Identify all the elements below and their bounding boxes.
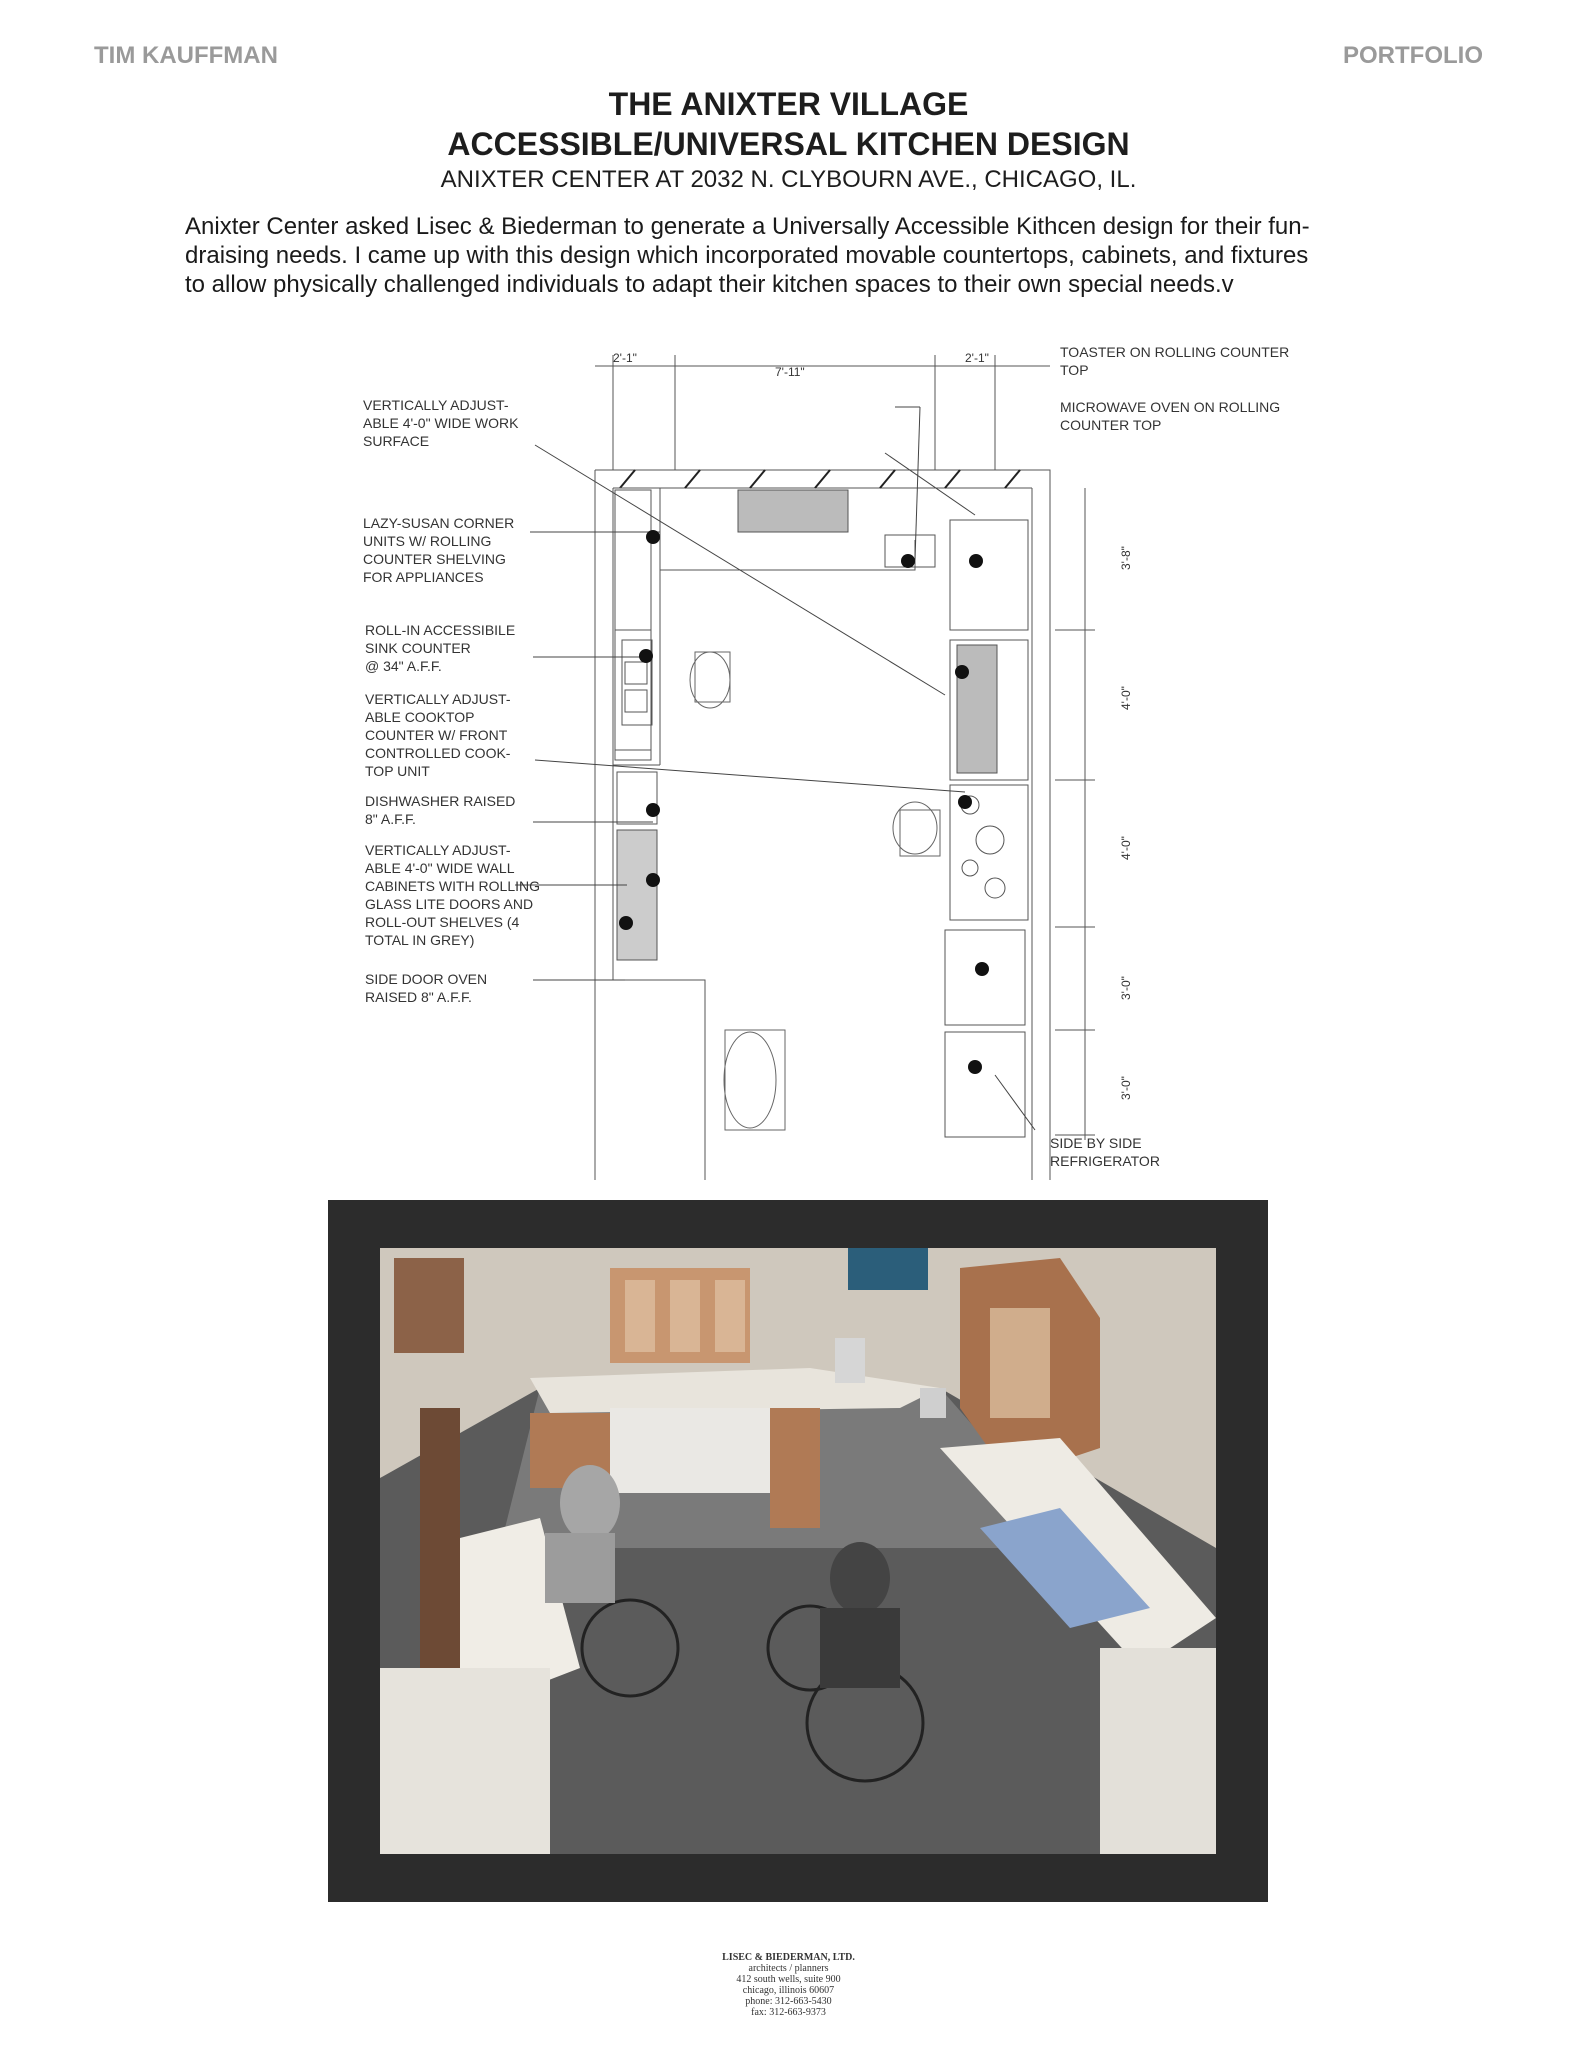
dim-right: 3'-0" (1119, 1076, 1133, 1100)
callout-microwave: MICROWAVE OVEN ON ROLLING COUNTER TOP (1060, 399, 1281, 433)
intro-line: draising needs. I came up with this design which incorporated movable countertops, cabinets, and fixtures (185, 242, 1309, 269)
page-subtitle: ACCESSIBLE/UNIVERSAL KITCHEN DESIGN (447, 126, 1130, 162)
page-title: THE ANIXTER VILLAGE (608, 86, 969, 122)
intro-line: Anixter Center asked Lisec & Biederman to generate a Universally Accessible Kithcen design for their fun- (185, 213, 1310, 240)
callout-sink-counter: ROLL-IN ACCESSIBILE SINK COUNTER @ 34" A.F.F. (365, 622, 516, 674)
firm-line: phone: 312-663-5430 (745, 1996, 832, 2007)
callout-lazy-susan: LAZY-SUSAN CORNER UNITS W/ ROLLING COUNTER SHELVING FOR APPLIANCES (363, 515, 515, 585)
callout-cooktop: VERTICALLY ADJUST-ABLE COOKTOP COUNTER W/ FRONT CONTROLLED COOK-TOP UNIT (365, 691, 511, 779)
firm-line: chicago, illinois 60607 (742, 1985, 835, 1996)
dim-top: 2'-1" (965, 351, 989, 365)
callout-work-surface: VERTICALLY ADJUST-ABLE 4'-0" WIDE WORK SURFACE (363, 397, 519, 449)
firm-line: 412 south wells, suite 900 (736, 1974, 841, 1985)
callout-wall-cabinets: VERTICALLY ADJUST-ABLE 4'-0" WIDE WALL CABINETS WITH ROLLING GLASS LITE DOORS AND ROLL-OUT SHELVES (4 TOTAL IN GREY) (365, 842, 541, 948)
callout-refrigerator: SIDE BY SIDE REFRIGERATOR (1050, 1135, 1160, 1169)
dim-top: 7'-11" (775, 365, 805, 379)
firm-line: fax: 312-663-9373 (751, 2007, 826, 2018)
kitchen-floor-plan (355, 340, 1290, 1180)
dim-right: 4'-0" (1119, 686, 1133, 710)
project-location: ANIXTER CENTER AT 2032 N. CLYBOURN AVE., CHICAGO, IL. (440, 166, 1137, 193)
callout-toaster: TOASTER ON ROLLING COUNTER TOP (1060, 344, 1290, 378)
firm-footer (0, 1952, 1577, 2018)
intro-line: to allow physically challenged individuals to adapt their kitchen spaces to their own special needs.v (185, 271, 1234, 298)
author-name: TIM KAUFFMAN (94, 42, 278, 69)
dim-right: 4'-0" (1119, 836, 1133, 860)
section-label: PORTFOLIO (1343, 42, 1483, 69)
intro-paragraph (185, 212, 1395, 299)
callout-oven: SIDE DOOR OVEN RAISED 8" A.F.F. (365, 971, 488, 1005)
dim-right: 3'-8" (1119, 546, 1133, 570)
firm-line: architects / planners (748, 1963, 829, 1974)
callout-dishwasher: DISHWASHER RAISED 8" A.F.F. (365, 793, 516, 827)
dim-right: 3'-0" (1119, 976, 1133, 1000)
kitchen-3d-rendering (328, 1200, 1268, 1902)
dim-top: 2'-1" (613, 351, 637, 365)
firm-name: LISEC & BIEDERMAN, LTD. (722, 1952, 855, 1963)
